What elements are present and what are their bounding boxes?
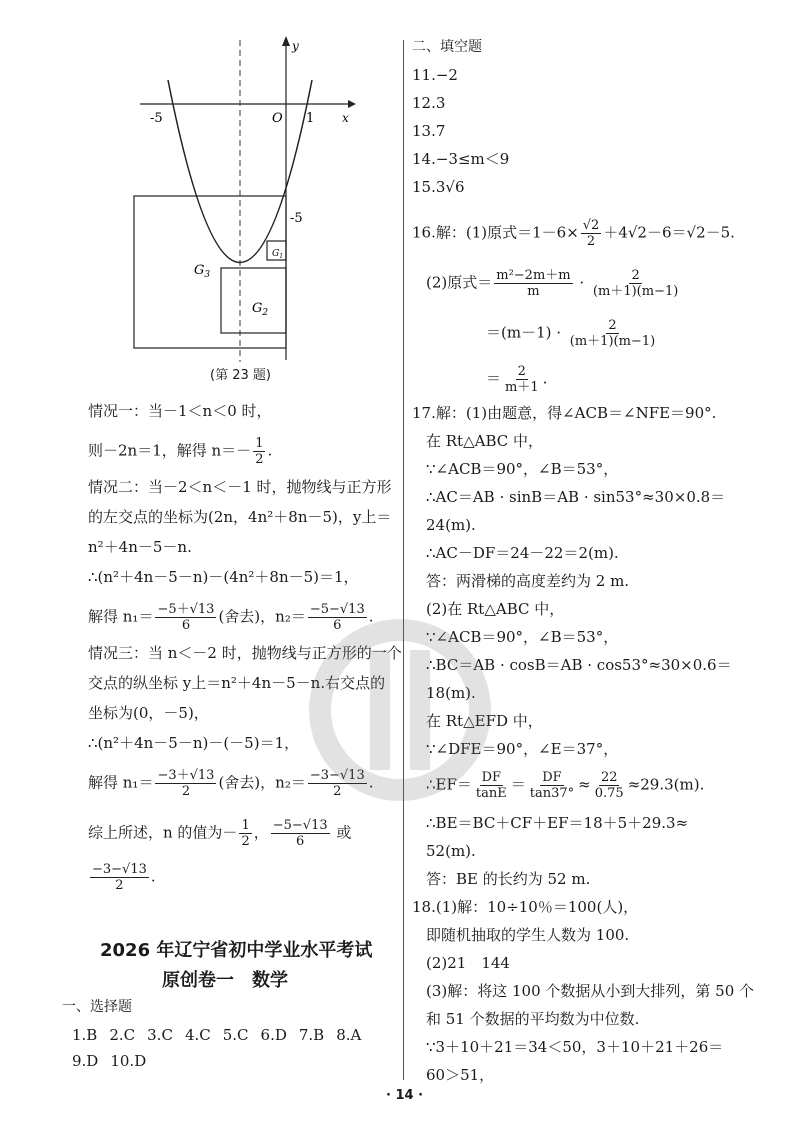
q16-step3: ＝ $\frac{2}{m+1}$ . [486, 364, 548, 395]
text-line: (3)解：将这 100 个数据从小到大排列，第 50 个 [426, 982, 755, 1000]
fill-header: 二、填空题 [412, 39, 482, 55]
label-neg5-y: -5 [290, 211, 303, 226]
x-axis-arrow [348, 100, 356, 108]
text-line: 17.解：(1)由题意，得∠ACB＝∠NFE＝90°. [412, 404, 717, 422]
answer: 1.B [72, 1026, 98, 1044]
label-g3: $G_3$ [194, 263, 211, 280]
text-line: 则－2n＝1，解得 n＝－ $\frac{1}{2}$ . [88, 436, 273, 467]
text-line: 18(m). [426, 684, 476, 702]
text-line: ∴(n²＋4n－5－n)－(－5)＝1， [88, 734, 300, 752]
text-line: 交点的纵坐标 y上＝n²＋4n－5－n.右交点的 [88, 674, 386, 692]
text-line: 答：两滑梯的高度差约为 2 m. [426, 572, 630, 590]
answer: 5.C [222, 1026, 249, 1044]
text-line: 在 Rt△ABC 中， [426, 432, 544, 450]
answer: 2.C [109, 1026, 136, 1044]
text-line: ∵∠ACB＝90°，∠B＝53°， [426, 460, 619, 478]
text-line: ∵3＋10＋21＝34＜50，3＋10＋21＋26＝ [426, 1038, 724, 1056]
label-x: x [342, 111, 349, 125]
label-neg5-x: -5 [150, 111, 163, 126]
text-line: ∴AC－DF＝24－22＝2(m). [426, 544, 619, 562]
text-line: 综上所述，n 的值为－ $\frac{1}{2}$ ， $\frac{-5-√13}{6}$ 或 [88, 818, 352, 849]
label-origin: O [272, 111, 283, 126]
answer: 6.D [260, 1026, 287, 1044]
answer: 8.A [336, 1026, 362, 1044]
label-g1: $G_1$ [272, 249, 284, 260]
text-line: ∵∠DFE＝90°，∠E＝37°， [426, 740, 619, 758]
text-line: ∴(n²＋4n－5－n)－(4n²＋8n－5)＝1， [88, 568, 359, 586]
answer-11: 11.−2 [412, 66, 458, 84]
text-line: ∴BE＝BC＋CF＋EF＝18＋5＋29.3≈ [426, 814, 689, 832]
text-line: 18.(1)解：10÷10％＝100(人)， [412, 898, 639, 916]
text-line: 在 Rt△EFD 中， [426, 712, 543, 730]
text-line: ∵∠ACB＝90°，∠B＝53°， [426, 628, 619, 646]
answer-13: 13.7 [412, 122, 446, 140]
text-line: 情况一：当－1＜n＜0 时， [88, 402, 272, 420]
text-line: 情况三：当 n＜－2 时，抛物线与正方形的一个 [88, 644, 402, 662]
choice-row-1 [72, 1024, 361, 1046]
text-line: 60＞51， [426, 1066, 495, 1084]
text-line: 和 51 个数据的平均数为中位数. [426, 1010, 640, 1028]
y-axis-arrow [282, 36, 290, 46]
answer: 10.D [110, 1052, 147, 1070]
text-line: 即随机抽取的学生人数为 100. [426, 926, 630, 944]
answer-14: 14.−3≤m＜9 [412, 150, 510, 168]
choice-row-2 [72, 1050, 146, 1072]
text-line: 情况二：当－2＜n＜－1 时，抛物线与正方形 [88, 478, 392, 496]
text-line: $\frac{-3-√13}{2}$ . [92, 862, 156, 893]
exam-title: 2026 年辽宁省初中学业水平考试 [100, 940, 373, 961]
answer: 3.C [147, 1026, 173, 1044]
text-line: n²＋4n－5－n. [88, 538, 192, 556]
text-line: 答：BE 的长约为 52 m. [426, 870, 591, 888]
q16-step2: ＝(m－1) · $\frac{2}{(m+1)(m-1)}$ [486, 318, 656, 349]
text-line: 52(m). [426, 842, 476, 860]
q16-part1: 16.解：(1)原式＝1－6× $\frac{√2}{2}$ ＋4√2－6＝√2－5. [412, 218, 735, 249]
text-line: 坐标为(0，－5)， [88, 704, 209, 722]
answer: 7.B [298, 1026, 325, 1044]
watermark-logo-icon [300, 610, 500, 810]
exam-subtitle: 原创卷一 数学 [162, 970, 288, 991]
text-line: 24(m). [426, 516, 476, 534]
label-y: y [292, 39, 299, 53]
column-divider [403, 40, 404, 1080]
label-g2: $G_2$ [252, 301, 269, 318]
q17-ef-line: ∴EF＝ $\frac{DF}{\tan E}$ ＝ $\frac{DF}{\tan 37^\circ}$ ≈ $\frac{22}{0.75}$ ≈29.3(m). [426, 770, 705, 801]
text-line: ∴AC＝AB · sinB＝AB · sin53°≈30×0.8＝ [426, 488, 726, 506]
choice-header: 一、选择题 [62, 999, 132, 1015]
q16-part2: (2)原式＝ $\frac{\text{m²−2m＋m}}{m}$ · $\frac{2}{(m+1)(m-1)}$ [426, 268, 679, 299]
label-one: 1 [306, 111, 315, 126]
page-number: · 14 · [386, 1088, 424, 1103]
answer: 4.C [184, 1026, 211, 1044]
text-line: 解得 n₁＝ $\frac{-5+√13}{6}$ (舍去)，n₂＝ $\frac{-5-√13}{6}$ . [88, 602, 374, 633]
figure-caption: (第 23 题) [210, 368, 271, 383]
text-line: 解得 n₁＝ $\frac{-3+√13}{2}$ (舍去)，n₂＝ $\frac{-3-√13}{2}$ . [88, 768, 374, 799]
answer-12: 12.3 [412, 94, 446, 112]
text-line: ∴BC＝AB · cosB＝AB · cos53°≈30×0.6＝ [426, 656, 732, 674]
text-line: 的左交点的坐标为(2n，4n²＋8n－5)，y上＝ [88, 508, 392, 526]
text-line: (2)21 144 [426, 954, 510, 972]
answer-15: 15.3√6 [412, 178, 465, 196]
parabola-figure [120, 30, 370, 370]
answer: 9.D [72, 1052, 99, 1070]
text-line: (2)在 Rt△ABC 中， [426, 600, 565, 618]
